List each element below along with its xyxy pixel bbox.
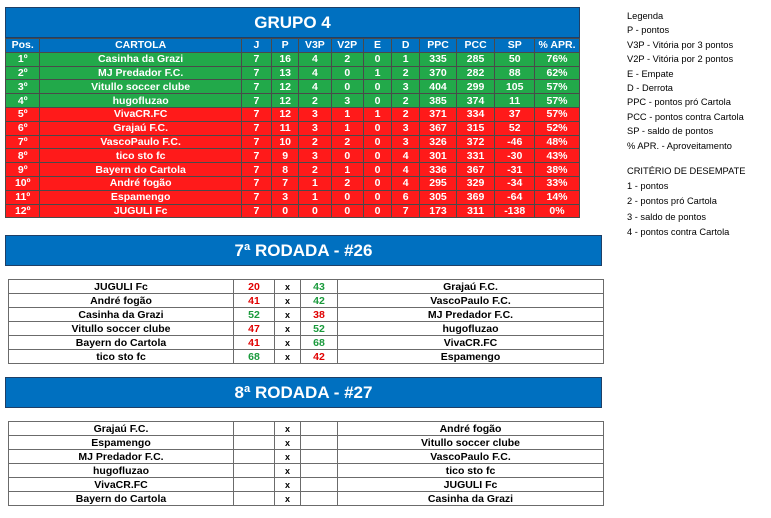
- games-cell: 7: [241, 52, 271, 66]
- match-row: [9, 422, 604, 436]
- pos-header: Pos.: [6, 39, 40, 53]
- draws-cell: 0: [363, 94, 391, 108]
- criteria-item: 1 - pontos: [627, 181, 669, 192]
- standings-row: [6, 121, 580, 135]
- d-header: D: [392, 39, 420, 53]
- match-row: [9, 322, 604, 336]
- round-26-title: 7ª RODADA - #26: [234, 241, 373, 260]
- performance-cell: 62%: [535, 66, 580, 80]
- defeats-cell: 2: [392, 107, 420, 121]
- point-balance-cell: -64: [495, 190, 535, 204]
- draws-cell: 0: [363, 135, 391, 149]
- home-team-cell: Bayern do Cartola: [9, 492, 234, 506]
- versus-cell: x: [275, 422, 301, 436]
- away-score-cell: [301, 422, 338, 436]
- match-row: [9, 450, 604, 464]
- points-cell: 9: [272, 149, 299, 163]
- position-cell: 7º: [6, 135, 40, 149]
- away-team-cell: Vitullo soccer clube: [338, 436, 604, 450]
- team-name-cell: Bayern do Cartola: [40, 163, 241, 177]
- home-score-cell: [234, 464, 275, 478]
- match-row: [9, 308, 604, 322]
- v2p-cell: 3: [331, 94, 363, 108]
- position-cell: 10º: [6, 176, 40, 190]
- home-team-cell: André fogão: [9, 294, 234, 308]
- v2p-cell: 1: [331, 121, 363, 135]
- home-team-cell: VivaCR.FC: [9, 478, 234, 492]
- pcc-cell: 331: [456, 149, 495, 163]
- versus-cell: x: [275, 450, 301, 464]
- position-cell: 1º: [6, 52, 40, 66]
- v2p-cell: 0: [331, 204, 363, 218]
- points-cell: 8: [272, 163, 299, 177]
- v3p-header: V3P: [299, 39, 331, 53]
- versus-cell: x: [275, 294, 301, 308]
- points-cell: 12: [272, 94, 299, 108]
- home-score-cell: 20: [234, 280, 275, 294]
- ppc-cell: 336: [420, 163, 457, 177]
- standings-row: [6, 176, 580, 190]
- pcc-cell: 311: [456, 204, 495, 218]
- standings-row: [6, 190, 580, 204]
- v3p-cell: 2: [299, 163, 331, 177]
- standings-row: [6, 52, 580, 66]
- home-team-cell: JUGULI Fc: [9, 280, 234, 294]
- performance-cell: 57%: [535, 107, 580, 121]
- versus-cell: x: [275, 336, 301, 350]
- away-score-cell: [301, 478, 338, 492]
- match-row: [9, 280, 604, 294]
- defeats-cell: 4: [392, 149, 420, 163]
- pcc-cell: 329: [456, 176, 495, 190]
- pcc-cell: 299: [456, 80, 495, 94]
- ppc-cell: 173: [420, 204, 457, 218]
- home-score-cell: [234, 422, 275, 436]
- games-cell: 7: [241, 204, 271, 218]
- cartola-header: CARTOLA: [40, 39, 241, 53]
- versus-cell: x: [275, 308, 301, 322]
- games-cell: 7: [241, 107, 271, 121]
- v3p-cell: 1: [299, 176, 331, 190]
- ppc-cell: 385: [420, 94, 457, 108]
- tiebreak-criteria-panel: [627, 164, 745, 240]
- round-26-banner: [5, 235, 602, 266]
- standings-row: [6, 163, 580, 177]
- points-cell: 7: [272, 176, 299, 190]
- defeats-cell: 3: [392, 121, 420, 135]
- away-score-cell: 38: [301, 308, 338, 322]
- games-cell: 7: [241, 94, 271, 108]
- e-header: E: [363, 39, 391, 53]
- legend-item: D - Derrota: [627, 83, 673, 94]
- home-score-cell: [234, 478, 275, 492]
- position-cell: 2º: [6, 66, 40, 80]
- standings-row: [6, 94, 580, 108]
- away-team-cell: VivaCR.FC: [338, 336, 604, 350]
- pcc-cell: 367: [456, 163, 495, 177]
- point-balance-cell: 37: [495, 107, 535, 121]
- point-balance-cell: 52: [495, 121, 535, 135]
- away-team-cell: hugofluzao: [338, 322, 604, 336]
- home-score-cell: 41: [234, 294, 275, 308]
- away-score-cell: 42: [301, 350, 338, 364]
- point-balance-cell: 88: [495, 66, 535, 80]
- performance-cell: 38%: [535, 163, 580, 177]
- v2p-cell: 2: [331, 52, 363, 66]
- versus-cell: x: [275, 478, 301, 492]
- v2p-cell: 1: [331, 107, 363, 121]
- away-team-cell: Espamengo: [338, 350, 604, 364]
- pcc-cell: 315: [456, 121, 495, 135]
- home-score-cell: [234, 436, 275, 450]
- sp-header: SP: [495, 39, 535, 53]
- match-row: [9, 294, 604, 308]
- pcc-header: PCC: [456, 39, 495, 53]
- points-cell: 0: [272, 204, 299, 218]
- performance-cell: 33%: [535, 176, 580, 190]
- team-name-cell: MJ Predador F.C.: [40, 66, 241, 80]
- games-cell: 7: [241, 121, 271, 135]
- away-team-cell: JUGULI Fc: [338, 478, 604, 492]
- criteria-item: 2 - pontos pró Cartola: [627, 196, 717, 207]
- standings-table: [5, 38, 580, 218]
- draws-cell: 0: [363, 163, 391, 177]
- ppc-cell: 301: [420, 149, 457, 163]
- versus-cell: x: [275, 492, 301, 506]
- point-balance-cell: -30: [495, 149, 535, 163]
- away-team-cell: tico sto fc: [338, 464, 604, 478]
- performance-cell: 57%: [535, 94, 580, 108]
- position-cell: 12º: [6, 204, 40, 218]
- points-cell: 16: [272, 52, 299, 66]
- defeats-cell: 2: [392, 66, 420, 80]
- home-score-cell: [234, 492, 275, 506]
- standings-row: [6, 80, 580, 94]
- points-cell: 12: [272, 107, 299, 121]
- away-score-cell: 68: [301, 336, 338, 350]
- legend-item: PCC - pontos contra Cartola: [627, 111, 744, 122]
- point-balance-cell: -34: [495, 176, 535, 190]
- round-27-banner: [5, 377, 602, 408]
- away-team-cell: VascoPaulo F.C.: [338, 294, 604, 308]
- position-cell: 5º: [6, 107, 40, 121]
- ppc-cell: 295: [420, 176, 457, 190]
- away-score-cell: 42: [301, 294, 338, 308]
- home-team-cell: Casinha da Grazi: [9, 308, 234, 322]
- games-cell: 7: [241, 176, 271, 190]
- away-score-cell: [301, 450, 338, 464]
- position-cell: 9º: [6, 163, 40, 177]
- position-cell: 3º: [6, 80, 40, 94]
- performance-cell: 57%: [535, 80, 580, 94]
- legend-item: V3P - Vitória por 3 pontos: [627, 39, 734, 50]
- home-score-cell: 68: [234, 350, 275, 364]
- away-score-cell: [301, 436, 338, 450]
- home-team-cell: Grajaú F.C.: [9, 422, 234, 436]
- v2p-cell: 2: [331, 135, 363, 149]
- position-cell: 8º: [6, 149, 40, 163]
- position-cell: 6º: [6, 121, 40, 135]
- draws-cell: 0: [363, 190, 391, 204]
- defeats-cell: 4: [392, 163, 420, 177]
- legend-item: PPC - pontos pró Cartola: [627, 97, 731, 108]
- match-row: [9, 464, 604, 478]
- v3p-cell: 2: [299, 94, 331, 108]
- home-team-cell: hugofluzao: [9, 464, 234, 478]
- ppc-cell: 326: [420, 135, 457, 149]
- home-score-cell: 47: [234, 322, 275, 336]
- v3p-cell: 4: [299, 66, 331, 80]
- pcc-cell: 372: [456, 135, 495, 149]
- legend-title: Legenda: [627, 11, 664, 21]
- ppc-cell: 305: [420, 190, 457, 204]
- away-score-cell: 52: [301, 322, 338, 336]
- team-name-cell: VivaCR.FC: [40, 107, 241, 121]
- v3p-cell: 4: [299, 52, 331, 66]
- team-name-cell: André fogão: [40, 176, 241, 190]
- performance-cell: 14%: [535, 190, 580, 204]
- home-score-cell: 52: [234, 308, 275, 322]
- standings-header-row: [6, 39, 580, 53]
- defeats-cell: 7: [392, 204, 420, 218]
- games-cell: 7: [241, 163, 271, 177]
- versus-cell: x: [275, 350, 301, 364]
- pcc-cell: 369: [456, 190, 495, 204]
- defeats-cell: 6: [392, 190, 420, 204]
- draws-cell: 0: [363, 149, 391, 163]
- home-team-cell: Vitullo soccer clube: [9, 322, 234, 336]
- draws-cell: 1: [363, 66, 391, 80]
- defeats-cell: 4: [392, 176, 420, 190]
- round-26-matches-table: [8, 279, 604, 364]
- ppc-cell: 404: [420, 80, 457, 94]
- standings-row: [6, 66, 580, 80]
- defeats-cell: 1: [392, 52, 420, 66]
- defeats-cell: 3: [392, 135, 420, 149]
- match-row: [9, 350, 604, 364]
- team-name-cell: tico sto fc: [40, 149, 241, 163]
- v3p-cell: 3: [299, 149, 331, 163]
- ppc-cell: 371: [420, 107, 457, 121]
- v3p-cell: 3: [299, 107, 331, 121]
- point-balance-cell: 105: [495, 80, 535, 94]
- points-cell: 3: [272, 190, 299, 204]
- away-team-cell: MJ Predador F.C.: [338, 308, 604, 322]
- away-score-cell: [301, 464, 338, 478]
- points-cell: 11: [272, 121, 299, 135]
- legend-item: % APR. - Aproveitamento: [627, 140, 732, 151]
- v3p-cell: 3: [299, 121, 331, 135]
- team-name-cell: Grajaú F.C.: [40, 121, 241, 135]
- pcc-cell: 282: [456, 66, 495, 80]
- apr-header: % APR.: [535, 39, 580, 53]
- team-name-cell: Vitullo soccer clube: [40, 80, 241, 94]
- defeats-cell: 2: [392, 94, 420, 108]
- pcc-cell: 334: [456, 107, 495, 121]
- points-cell: 10: [272, 135, 299, 149]
- away-score-cell: [301, 492, 338, 506]
- v2p-cell: 2: [331, 176, 363, 190]
- standings-row: [6, 204, 580, 218]
- position-cell: 4º: [6, 94, 40, 108]
- games-cell: 7: [241, 149, 271, 163]
- match-row: [9, 492, 604, 506]
- performance-cell: 76%: [535, 52, 580, 66]
- point-balance-cell: 11: [495, 94, 535, 108]
- legend-item: P - pontos: [627, 25, 670, 36]
- away-team-cell: Casinha da Grazi: [338, 492, 604, 506]
- group-title: GRUPO 4: [254, 13, 331, 32]
- match-row: [9, 336, 604, 350]
- team-name-cell: Casinha da Grazi: [40, 52, 241, 66]
- match-row: [9, 436, 604, 450]
- performance-cell: 43%: [535, 149, 580, 163]
- away-score-cell: 43: [301, 280, 338, 294]
- versus-cell: x: [275, 436, 301, 450]
- draws-cell: 0: [363, 80, 391, 94]
- standings-row: [6, 149, 580, 163]
- group-title-banner: [5, 7, 580, 38]
- versus-cell: x: [275, 280, 301, 294]
- v2p-cell: 0: [331, 80, 363, 94]
- ppc-header: PPC: [420, 39, 457, 53]
- draws-cell: 1: [363, 107, 391, 121]
- draws-cell: 0: [363, 204, 391, 218]
- ppc-cell: 335: [420, 52, 457, 66]
- versus-cell: x: [275, 464, 301, 478]
- legend-panel: [627, 9, 744, 153]
- standings-row: [6, 107, 580, 121]
- games-cell: 7: [241, 135, 271, 149]
- position-cell: 11º: [6, 190, 40, 204]
- points-cell: 13: [272, 66, 299, 80]
- points-cell: 12: [272, 80, 299, 94]
- team-name-cell: JUGULI Fc: [40, 204, 241, 218]
- v2p-cell: 0: [331, 66, 363, 80]
- v3p-cell: 4: [299, 80, 331, 94]
- legend-item: SP - saldo de pontos: [627, 126, 714, 137]
- point-balance-cell: -31: [495, 163, 535, 177]
- draws-cell: 0: [363, 52, 391, 66]
- performance-cell: 0%: [535, 204, 580, 218]
- v3p-cell: 0: [299, 204, 331, 218]
- home-score-cell: [234, 450, 275, 464]
- round-27-matches-table: [8, 421, 604, 506]
- versus-cell: x: [275, 322, 301, 336]
- home-team-cell: tico sto fc: [9, 350, 234, 364]
- v2p-header: V2P: [331, 39, 363, 53]
- round-27-title: 8ª RODADA - #27: [234, 383, 373, 402]
- home-team-cell: Espamengo: [9, 436, 234, 450]
- criteria-item: 3 - saldo de pontos: [627, 211, 707, 222]
- performance-cell: 48%: [535, 135, 580, 149]
- criteria-title: CRITÉRIO DE DESEMPATE: [627, 166, 746, 176]
- match-row: [9, 478, 604, 492]
- performance-cell: 52%: [535, 121, 580, 135]
- home-score-cell: 41: [234, 336, 275, 350]
- draws-cell: 0: [363, 121, 391, 135]
- team-name-cell: VascoPaulo F.C.: [40, 135, 241, 149]
- games-cell: 7: [241, 190, 271, 204]
- pcc-cell: 374: [456, 94, 495, 108]
- point-balance-cell: -46: [495, 135, 535, 149]
- defeats-cell: 3: [392, 80, 420, 94]
- p-header: P: [272, 39, 299, 53]
- away-team-cell: Grajaú F.C.: [338, 280, 604, 294]
- point-balance-cell: -138: [495, 204, 535, 218]
- team-name-cell: Espamengo: [40, 190, 241, 204]
- team-name-cell: hugofluzao: [40, 94, 241, 108]
- v3p-cell: 2: [299, 135, 331, 149]
- home-team-cell: Bayern do Cartola: [9, 336, 234, 350]
- v2p-cell: 0: [331, 149, 363, 163]
- legend-item: E - Empate: [627, 68, 674, 79]
- criteria-item: 4 - pontos contra Cartola: [627, 226, 730, 237]
- pcc-cell: 285: [456, 52, 495, 66]
- home-team-cell: MJ Predador F.C.: [9, 450, 234, 464]
- games-cell: 7: [241, 66, 271, 80]
- j-header: J: [241, 39, 271, 53]
- standings-row: [6, 135, 580, 149]
- ppc-cell: 370: [420, 66, 457, 80]
- v2p-cell: 1: [331, 163, 363, 177]
- away-team-cell: André fogão: [338, 422, 604, 436]
- games-cell: 7: [241, 80, 271, 94]
- legend-item: V2P - Vitória por 2 pontos: [627, 54, 734, 65]
- away-team-cell: VascoPaulo F.C.: [338, 450, 604, 464]
- ppc-cell: 367: [420, 121, 457, 135]
- point-balance-cell: 50: [495, 52, 535, 66]
- v2p-cell: 0: [331, 190, 363, 204]
- v3p-cell: 1: [299, 190, 331, 204]
- draws-cell: 0: [363, 176, 391, 190]
